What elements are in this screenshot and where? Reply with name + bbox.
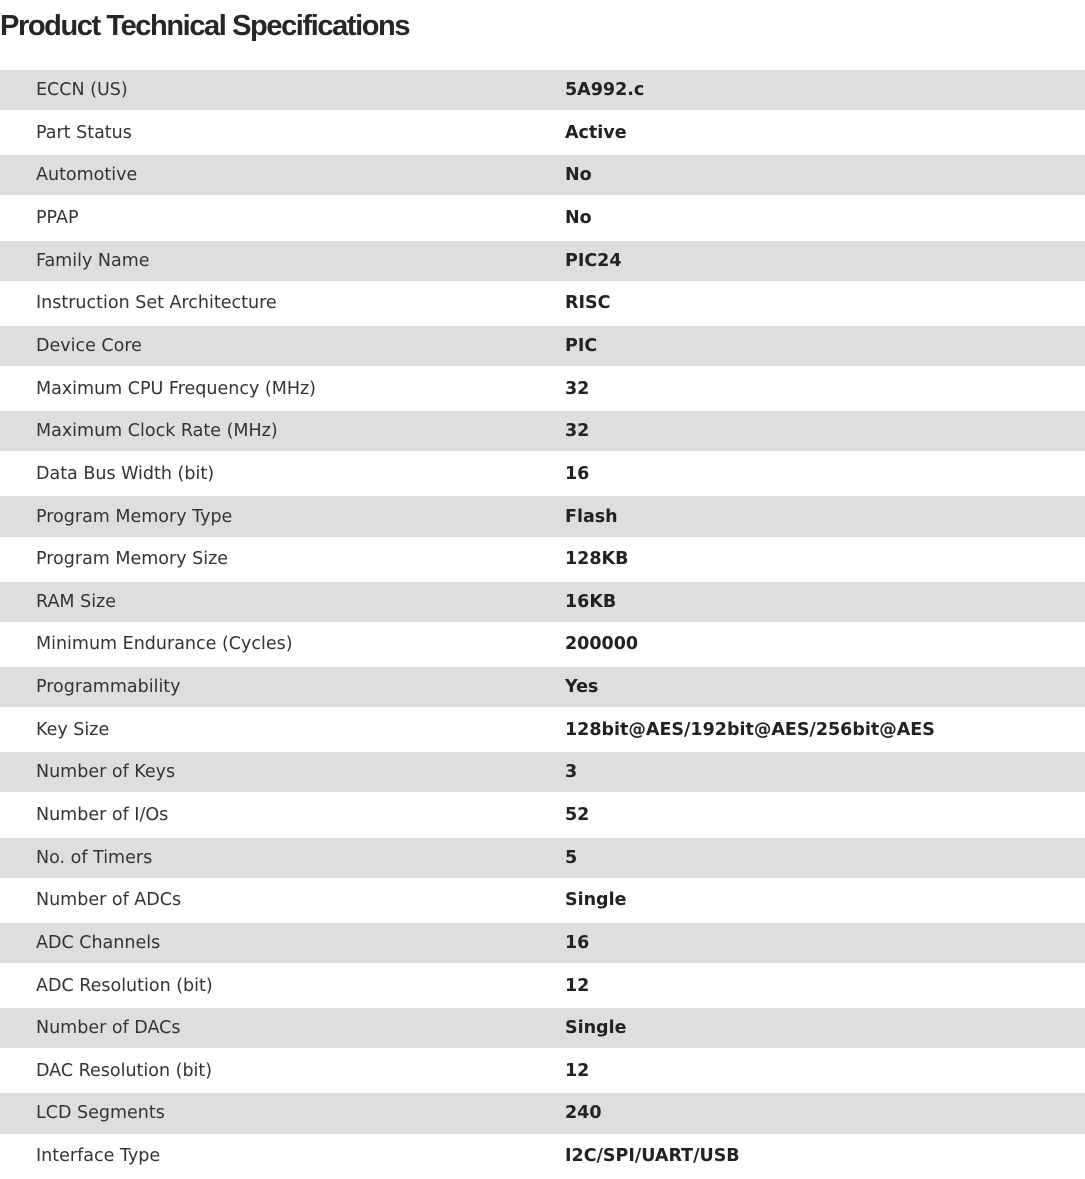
spec-label: Instruction Set Architecture	[36, 293, 277, 314]
spec-label: ADC Channels	[36, 932, 161, 953]
spec-label: Data Bus Width (bit)	[36, 463, 215, 484]
spec-value: Flash	[565, 506, 618, 527]
spec-row-max-clock-rate	[0, 411, 1085, 451]
spec-row-family-name	[0, 241, 1085, 281]
spec-value: 12	[565, 1060, 590, 1081]
spec-value: 52	[565, 804, 590, 825]
spec-label: Program Memory Type	[36, 506, 233, 527]
spec-label: Interface Type	[36, 1146, 161, 1167]
spec-label: Key Size	[36, 719, 110, 740]
spec-label: LCD Segments	[36, 1103, 165, 1124]
spec-row-isa	[0, 281, 1085, 326]
spec-row-data-bus-width	[0, 451, 1085, 496]
spec-label: Number of ADCs	[36, 890, 182, 911]
spec-label: Programmability	[36, 677, 181, 698]
spec-row-adc-resolution	[0, 963, 1085, 1008]
spec-value: 5A992.c	[565, 80, 645, 101]
spec-value: 32	[565, 421, 590, 442]
spec-row-programmability	[0, 667, 1085, 707]
spec-row-lcd-segments	[0, 1093, 1085, 1133]
spec-value: PIC	[565, 335, 598, 356]
spec-label: ADC Resolution (bit)	[36, 975, 213, 996]
spec-value: 5	[565, 847, 578, 868]
spec-value: No	[565, 208, 592, 229]
spec-label: RAM Size	[36, 591, 117, 612]
spec-value: 16	[565, 932, 590, 953]
spec-row-ppap	[0, 195, 1085, 240]
spec-label: ECCN (US)	[36, 80, 128, 101]
spec-label: Minimum Endurance (Cycles)	[36, 634, 293, 655]
spec-row-program-memory-type	[0, 496, 1085, 536]
spec-label: Part Status	[36, 122, 132, 143]
spec-value: 3	[565, 762, 578, 783]
spec-label: Number of I/Os	[36, 804, 169, 825]
spec-label: PPAP	[36, 208, 79, 229]
spec-row-key-size	[0, 707, 1085, 752]
spec-row-program-memory-size	[0, 537, 1085, 582]
spec-row-adc-channels	[0, 923, 1085, 963]
spec-label: No. of Timers	[36, 847, 153, 868]
spec-table	[0, 70, 1085, 1179]
spec-value: No	[565, 165, 592, 186]
spec-value: 240	[565, 1103, 602, 1124]
spec-label: Device Core	[36, 335, 142, 356]
spec-label: Automotive	[36, 165, 138, 186]
spec-row-min-endurance	[0, 622, 1085, 667]
spec-row-number-of-adcs	[0, 878, 1085, 923]
spec-row-eccn	[0, 70, 1085, 110]
spec-row-timers	[0, 838, 1085, 878]
spec-label: Number of DACs	[36, 1018, 181, 1039]
spec-label: Maximum Clock Rate (MHz)	[36, 421, 278, 442]
spec-row-number-of-dacs	[0, 1008, 1085, 1048]
spec-row-part-status	[0, 110, 1085, 155]
spec-value: 16KB	[565, 591, 617, 612]
spec-value: Active	[565, 122, 627, 143]
spec-row-number-of-keys	[0, 752, 1085, 792]
spec-value: 128KB	[565, 549, 629, 570]
spec-row-ram-size	[0, 582, 1085, 622]
spec-label: Family Name	[36, 250, 150, 271]
spec-label: Number of Keys	[36, 762, 176, 783]
spec-value: Single	[565, 890, 627, 911]
spec-value: PIC24	[565, 250, 622, 271]
spec-row-automotive	[0, 155, 1085, 195]
spec-label: DAC Resolution (bit)	[36, 1060, 213, 1081]
spec-row-number-of-ios	[0, 792, 1085, 837]
spec-row-device-core	[0, 326, 1085, 366]
spec-value: RISC	[565, 293, 611, 314]
spec-label: Program Memory Size	[36, 549, 229, 570]
spec-row-dac-resolution	[0, 1048, 1085, 1093]
spec-value: I2C/SPI/UART/USB	[565, 1146, 740, 1167]
spec-value: 12	[565, 975, 590, 996]
spec-value: 200000	[565, 634, 639, 655]
spec-row-max-cpu-frequency	[0, 366, 1085, 411]
spec-label: Maximum CPU Frequency (MHz)	[36, 378, 316, 399]
spec-value: Single	[565, 1018, 627, 1039]
page-title: Product Technical Specifications	[0, 10, 410, 42]
spec-value: 32	[565, 378, 590, 399]
spec-value: Yes	[565, 677, 599, 698]
spec-value: 16	[565, 463, 590, 484]
spec-value: 128bit@AES/192bit@AES/256bit@AES	[565, 719, 935, 740]
